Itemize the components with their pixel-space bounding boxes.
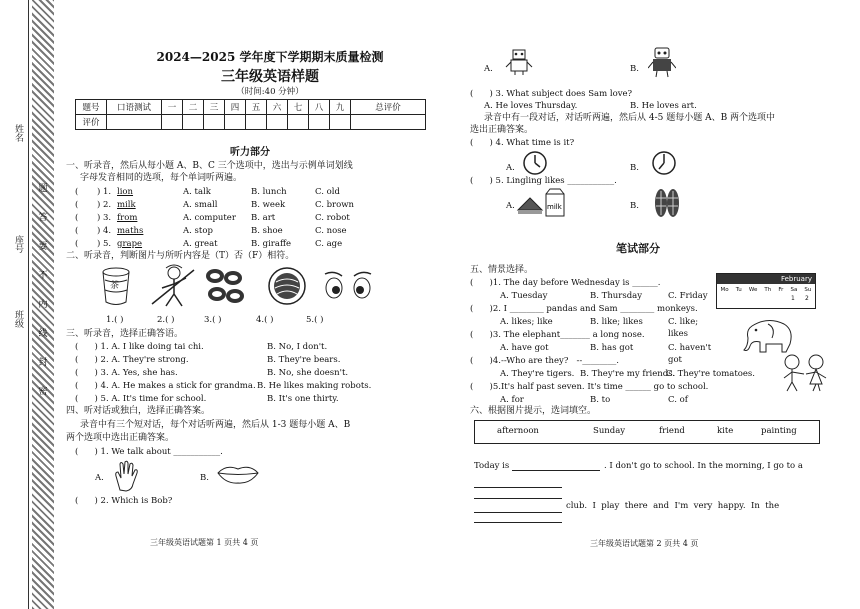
table-cell — [309, 115, 330, 130]
option-b: B. They're bears. — [267, 355, 341, 365]
q3-question: ( ) 2. A. They're strong. — [75, 355, 189, 365]
list-item — [75, 199, 375, 212]
list-item — [470, 381, 720, 407]
q-word: from — [117, 213, 138, 223]
option-a: A. computer — [183, 213, 236, 223]
q6-line3: club. I play there and I'm very happy. In the — [566, 501, 780, 511]
calendar-num: 2 — [805, 295, 809, 302]
option-b: B. He likes making robots. — [257, 381, 372, 391]
tea-cup-picture — [98, 266, 134, 308]
calendar-day: Fr — [778, 287, 784, 293]
q-num: 3. — [103, 213, 112, 223]
q3-question: ( ) 5. A. It's time for school. — [75, 394, 207, 404]
q3-question: ( ) 1. A. I like doing tai chi. — [75, 342, 204, 352]
calendar-day: Su — [804, 287, 812, 293]
q-num: 4. — [103, 226, 112, 236]
seal-char: 密 — [38, 387, 48, 397]
seal-char: 不 — [38, 271, 48, 281]
option-c: C. They're tomatoes. — [666, 369, 756, 379]
q6-instruction: 六、根据图片提示，选词填空。 — [470, 406, 597, 416]
list-item — [75, 212, 375, 225]
table-cell — [267, 115, 288, 130]
paren: ( — [75, 239, 79, 249]
robot-picture-b — [648, 46, 676, 78]
clock-picture-b — [651, 150, 677, 176]
q1-list — [75, 186, 375, 251]
table-cell: 口语测试 — [107, 100, 162, 115]
calendar-day: We — [748, 287, 758, 293]
table-cell — [246, 115, 267, 130]
seal-char: 要 — [38, 242, 48, 252]
monkey-king-picture — [150, 264, 196, 308]
option-c: C. age — [315, 239, 343, 249]
milk-label: milk — [547, 203, 562, 211]
r-description-2: 选出正确答案。 — [470, 125, 534, 135]
table-cell — [288, 115, 309, 130]
list-item — [75, 380, 375, 393]
list-item — [75, 341, 375, 354]
option-b: B. to — [590, 395, 611, 405]
q2-blank-5[interactable]: 5.( ) — [306, 315, 324, 325]
table-cell: 四 — [225, 100, 246, 115]
q2-blank-2[interactable]: 2.( ) — [157, 315, 175, 325]
table-cell: 七 — [288, 100, 309, 115]
option-c: C. old — [315, 187, 340, 197]
q2-instruction: 二、听录音，判断图片与所听内容是（T）否（F）相符。 — [66, 251, 295, 261]
option-a: A. stop — [183, 226, 213, 236]
q-word: maths — [117, 226, 144, 236]
r-q5-option-a: A. — [506, 201, 515, 211]
r-q4-option-a: A. — [506, 163, 515, 173]
noodles-bowl-picture — [266, 266, 308, 306]
option-c: C. nose — [315, 226, 347, 236]
q2-blank-4[interactable]: 4.( ) — [256, 315, 274, 325]
q3-question: ( ) 4. A. He makes a stick for grandma. — [75, 381, 256, 391]
q3-list — [75, 341, 375, 406]
table-row — [76, 100, 426, 115]
q4-instruction: 四、听对话或独白，选择正确答案。 — [66, 406, 211, 416]
r-q4-option-b: B. — [630, 163, 639, 173]
clock-picture-a — [522, 150, 548, 176]
written-section-title: 笔试部分 — [616, 242, 660, 255]
fill-blank-line[interactable] — [512, 470, 600, 471]
calendar-days — [717, 287, 815, 293]
option-a: A. They're tigers. — [500, 369, 575, 379]
list-item — [75, 354, 375, 367]
table-cell: 五 — [246, 100, 267, 115]
option-c: C. haven't got — [668, 343, 712, 365]
r-q3-option-a: A. He loves Thursday. — [484, 101, 578, 111]
table-cell — [162, 115, 183, 130]
table-cell — [330, 115, 351, 130]
calendar-day: Tu — [735, 287, 742, 293]
q5s-question: ( )1. The day before Wednesday is ______. — [470, 278, 661, 288]
table-cell: 评价 — [76, 115, 107, 130]
q-num: 5. — [103, 239, 112, 249]
time-note: （时间:40 分钟） — [236, 87, 304, 97]
seal-char: 封 — [38, 358, 48, 368]
table-cell: 八 — [309, 100, 330, 115]
q4-description-2: 两个选项中选出正确答案。 — [66, 433, 175, 443]
binding-line — [28, 0, 29, 609]
q1-instruction-2: 字母发音相同的选项，每个单词听两遍。 — [80, 173, 243, 183]
paren: ) — [97, 239, 101, 249]
list-item — [75, 186, 375, 199]
table-cell — [225, 115, 246, 130]
r-q5: ( ) 5. Lingling likes ___________. — [470, 176, 617, 186]
elephant-picture — [738, 316, 798, 356]
calendar-num: 1 — [791, 295, 795, 302]
list-item — [75, 225, 375, 238]
r-q3-option-b: B. He loves art. — [630, 101, 697, 111]
q5s-question: ( )3. The elephant_______ a long nose. — [470, 330, 645, 340]
table-cell: 二 — [183, 100, 204, 115]
table-cell — [204, 115, 225, 130]
calendar-day: Mo — [720, 287, 729, 293]
q-word: grape — [117, 239, 143, 249]
q1-instruction: 一、听录音，然后从每小题 A、B、C 三个选项中，选出与示例单词划线 — [66, 161, 353, 171]
table-row — [76, 115, 426, 130]
q4-q2: ( ) 2. Which is Bob? — [75, 496, 173, 506]
exam-title: 2024—2025 学年度下学期期末质量检测 — [156, 50, 384, 64]
option-b: B. art — [251, 213, 276, 223]
option-a: A. have got — [500, 343, 549, 353]
calendar-picture — [716, 273, 816, 309]
option-a: A. great — [183, 239, 218, 249]
paren: ( — [75, 187, 79, 197]
q-num: 1. — [103, 187, 112, 197]
option-b: B. week — [251, 200, 286, 210]
q6-line1-start: Today is — [474, 461, 510, 471]
q2-blank-3[interactable]: 3.( ) — [204, 315, 222, 325]
word-bank-item: painting — [761, 426, 797, 436]
option-c: C. Friday — [668, 291, 708, 301]
seal-char: 线 — [38, 329, 48, 339]
sandwich-milk-picture — [516, 188, 568, 218]
q6-line1-end: . I don't go to school. In the morning, I go to a — [604, 461, 803, 471]
q2-blank-1[interactable]: 1.( ) — [106, 315, 124, 325]
option-b: B. Thursday — [590, 291, 643, 301]
listening-section-title: 听力部分 — [230, 147, 270, 158]
top-option-b: B. — [630, 64, 639, 74]
top-option-a: A. — [484, 64, 493, 74]
word-bank — [474, 420, 820, 444]
table-cell: 六 — [267, 100, 288, 115]
word-bank-item: Sunday — [593, 426, 626, 436]
name-label: 姓名 — [13, 124, 23, 142]
q4-q1: ( ) 1. We talk about ___________. — [75, 447, 223, 457]
option-b: B. They're my friends. — [580, 369, 676, 379]
option-a: A. for — [500, 395, 524, 405]
robot-picture-a — [505, 48, 533, 76]
option-b: B. has got — [590, 343, 634, 353]
option-c: C. robot — [315, 213, 350, 223]
option-b: B. shoe — [251, 226, 283, 236]
q5s-list — [470, 277, 756, 407]
list-item — [75, 367, 375, 380]
option-b: B. giraffe — [251, 239, 292, 249]
word-bank-item: friend — [659, 426, 685, 436]
q-num: 2. — [103, 200, 112, 210]
table-cell: 题号 — [76, 100, 107, 115]
seal-char: 题 — [38, 184, 48, 194]
calendar-day: Sa — [790, 287, 798, 293]
paren: ( — [75, 226, 79, 236]
q5s-instruction: 五、情景选择。 — [470, 265, 534, 275]
paren: ( — [75, 200, 79, 210]
r-q4: ( ) 4. What time is it? — [470, 138, 575, 148]
option-a: A. likes; like — [500, 317, 553, 327]
calendar-month: February — [717, 274, 815, 284]
option-a: A. small — [183, 200, 218, 210]
dumplings-picture — [203, 266, 247, 306]
option-a: A. talk — [183, 187, 211, 197]
eyes-picture — [322, 270, 374, 302]
option-b: B. like; likes — [590, 317, 643, 327]
q-word: lion — [117, 187, 134, 197]
option-b: B. No, she doesn't. — [267, 368, 349, 378]
q3-instruction: 三、听录音，选择正确答语。 — [66, 329, 184, 339]
paren: ) — [97, 226, 101, 236]
q4-q1-option-a: A. — [95, 473, 104, 483]
score-table — [75, 99, 426, 130]
seat-label: 座号 — [13, 235, 23, 253]
paren: ( — [75, 213, 79, 223]
table-cell — [183, 115, 204, 130]
word-bank-item: kite — [717, 426, 734, 436]
q4-q1-option-b: B. — [200, 473, 209, 483]
word-bank-item: afternoon — [497, 426, 539, 436]
table-cell: 一 — [162, 100, 183, 115]
q3-question: ( ) 3. A. Yes, she has. — [75, 368, 178, 378]
seal-text — [38, 175, 48, 407]
paren: ) — [97, 187, 101, 197]
r-description: 录音中有一段对话，对话听两遍，然后从 4-5 题每小题 A、B 两个选项中 — [484, 113, 776, 123]
fill-blank-line[interactable] — [474, 487, 562, 488]
option-c: C. of — [668, 395, 688, 405]
paren: ) — [97, 213, 101, 223]
lips-picture — [216, 463, 260, 485]
r-q5-option-b: B. — [630, 201, 639, 211]
list-item — [470, 355, 756, 381]
table-cell: 三 — [204, 100, 225, 115]
option-b: B. No, I don't. — [267, 342, 328, 352]
table-cell — [351, 115, 426, 130]
svg-text:茶: 茶 — [110, 281, 120, 291]
page1-footer: 三年级英语试题第 1 页共 4 页 — [150, 538, 259, 547]
q5s-question: ( )5.It's half past seven. It's time ______ go to school. — [470, 382, 709, 392]
option-c: C. brown — [315, 200, 354, 210]
kids-picture — [780, 352, 830, 392]
hand-picture — [112, 460, 140, 492]
calendar-day: Th — [764, 287, 772, 293]
paren: ) — [97, 200, 101, 210]
fill-blank-line[interactable] — [474, 512, 562, 513]
list-item — [470, 277, 720, 303]
option-a: A. Tuesday — [500, 291, 548, 301]
q-word: milk — [117, 200, 136, 210]
class-label: 班级 — [13, 310, 23, 328]
seal-char: 答 — [38, 213, 48, 223]
table-cell: 总评价 — [351, 100, 426, 115]
corn-picture — [650, 186, 684, 220]
option-b: B. It's one thirty. — [267, 394, 339, 404]
r-q3: ( ) 3. What subject does Sam love? — [470, 89, 633, 99]
page2-footer: 三年级英语试题第 2 页共 4 页 — [590, 539, 699, 548]
exam-subtitle: 三年级英语样题 — [221, 69, 319, 85]
table-cell — [107, 115, 162, 130]
option-b: B. lunch — [251, 187, 287, 197]
q4-description: 录音中有三个短对话，每个对话听两遍，然后从 1-3 题每小题 A、B — [80, 420, 351, 430]
fill-blank-line[interactable] — [474, 522, 562, 523]
q5s-question: ( )4.--Who are they? --________. — [470, 356, 619, 366]
fill-blank-line[interactable] — [474, 498, 562, 499]
option-c: C. like; likes — [668, 317, 699, 339]
q5s-question: ( )2. I ________ pandas and Sam ________ monkeys. — [470, 304, 698, 314]
table-cell: 九 — [330, 100, 351, 115]
seal-char: 内 — [38, 300, 48, 310]
